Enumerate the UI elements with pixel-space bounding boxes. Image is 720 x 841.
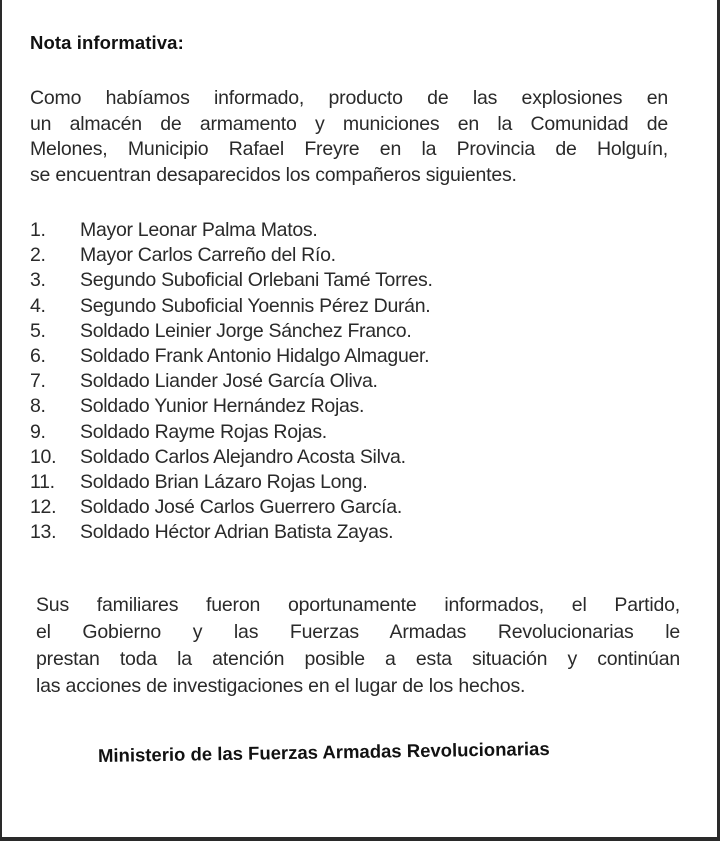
closing-line: el Gobierno y las Fuerzas Armadas Revolucionarias le <box>36 621 680 643</box>
list-item <box>30 394 433 419</box>
person-name: Soldado Yunior Hernández Rojas. <box>80 395 365 418</box>
person-name: Mayor Leonar Palma Matos. <box>80 219 318 241</box>
person-name: Segundo Suboficial Orlebani Tamé Torres. <box>80 269 433 292</box>
list-number: 9. <box>30 420 46 443</box>
missing-persons-list <box>30 218 433 545</box>
closing-line: Sus familiares fueron oportunamente informados, el Partido, <box>36 594 680 616</box>
list-number: 3. <box>30 269 46 292</box>
person-name: Soldado Leinier Jorge Sánchez Franco. <box>80 319 412 342</box>
intro-line: se encuentran desaparecidos los compañeros siguientes. <box>30 163 517 186</box>
intro-line: un almacén de armamento y municiones en la Comunidad de <box>30 112 668 135</box>
list-item <box>30 495 433 520</box>
list-number: 4. <box>30 294 46 317</box>
signature: Ministerio de las Fuerzas Armadas Revolucionarias <box>97 737 550 766</box>
list-item <box>30 218 433 243</box>
person-name: Soldado Frank Antonio Hidalgo Almaguer. <box>80 344 430 367</box>
person-name: Soldado Brian Lázaro Rojas Long. <box>80 470 368 493</box>
list-item <box>30 268 433 293</box>
person-name: Soldado Héctor Adrian Batista Zayas. <box>80 521 394 544</box>
list-item <box>30 445 433 470</box>
list-item <box>30 319 433 344</box>
list-number: 12. <box>30 496 57 519</box>
list-item <box>30 420 433 445</box>
intro-line: Como habíamos informado, producto de las explosiones en <box>30 87 668 109</box>
list-number: 13. <box>30 521 57 544</box>
person-name: Soldado José Carlos Guerrero García. <box>80 496 402 519</box>
person-name: Soldado Liander José García Oliva. <box>80 370 378 393</box>
document-title: Nota informativa: <box>30 32 184 53</box>
person-name: Soldado Rayme Rojas Rojas. <box>80 420 327 443</box>
list-number: 11. <box>30 470 55 493</box>
list-item <box>30 369 433 394</box>
list-number: 2. <box>30 244 46 267</box>
document-page <box>2 0 717 837</box>
person-name: Mayor Carlos Carreño del Río. <box>80 244 336 267</box>
intro-line: Melones, Municipio Rafael Freyre en la Provincia de Holguín, <box>30 138 668 160</box>
list-number: 6. <box>30 344 46 367</box>
closing-paragraph <box>36 592 680 700</box>
list-item <box>30 344 433 369</box>
list-number: 10. <box>30 445 57 468</box>
list-item <box>30 243 433 268</box>
list-item <box>30 470 433 495</box>
list-item <box>30 520 433 545</box>
list-number: 1. <box>30 219 46 241</box>
closing-line: las acciones de investigaciones en el lugar de los hechos. <box>36 675 526 697</box>
closing-line: prestan toda la atención posible a esta situación y continúan <box>36 648 680 670</box>
list-number: 5. <box>30 319 46 342</box>
person-name: Segundo Suboficial Yoennis Pérez Durán. <box>80 294 431 317</box>
intro-paragraph <box>30 86 668 188</box>
list-item <box>30 294 433 319</box>
list-number: 7. <box>30 370 46 393</box>
person-name: Soldado Carlos Alejandro Acosta Silva. <box>80 445 406 468</box>
list-number: 8. <box>30 395 46 418</box>
